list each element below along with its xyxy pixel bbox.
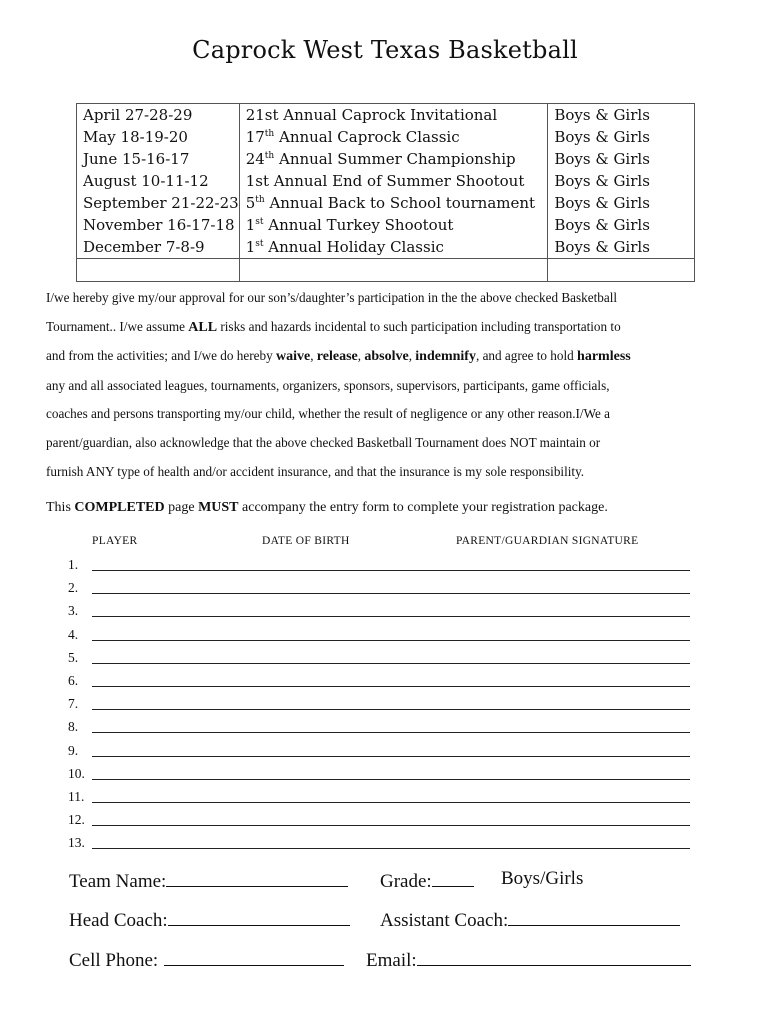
roster-entry-line[interactable] xyxy=(630,825,690,826)
roster-entry-line[interactable] xyxy=(92,779,250,780)
tournament-division: Boys & Girls xyxy=(548,170,695,192)
roster-entry-line[interactable] xyxy=(250,686,462,687)
waiver-line: furnish ANY type of health and/or accident insurance, and that the insurance is my sole responsibility. xyxy=(46,463,585,479)
roster-number: 13. xyxy=(68,835,85,851)
roster-entry-line[interactable] xyxy=(92,663,250,664)
tournament-division: Boys & Girls xyxy=(548,192,695,214)
roster-entry-line[interactable] xyxy=(92,686,250,687)
roster-row[interactable] xyxy=(46,578,706,601)
roster-entry-line[interactable] xyxy=(630,732,690,733)
grade-field[interactable] xyxy=(380,868,474,893)
tournament-date: May 18-19-20 xyxy=(77,126,240,148)
tournament-row xyxy=(77,126,695,148)
roster-entry-line[interactable] xyxy=(462,732,630,733)
email-blank[interactable] xyxy=(417,947,691,966)
roster-entry-line[interactable] xyxy=(250,756,462,757)
team-name-field[interactable] xyxy=(69,868,348,893)
roster-row[interactable] xyxy=(46,555,706,578)
roster-entry-line[interactable] xyxy=(92,616,250,617)
cell-phone-blank[interactable] xyxy=(164,947,344,966)
roster-row[interactable] xyxy=(46,648,706,671)
roster-entry-line[interactable] xyxy=(462,686,630,687)
tournament-schedule-body xyxy=(77,104,695,282)
tournament-division: Boys & Girls xyxy=(548,104,695,127)
tournament-row xyxy=(77,170,695,192)
roster-number: 5. xyxy=(68,649,79,665)
roster-entry-line[interactable] xyxy=(250,802,462,803)
waiver-line: any and all associated leagues, tournaments, organizers, sponsors, supervisors, participants, game officials, xyxy=(46,377,610,393)
roster-number: 7. xyxy=(68,696,79,712)
roster-entry-line[interactable] xyxy=(462,779,630,780)
roster-row[interactable] xyxy=(46,694,706,717)
player-column-header: PLAYER xyxy=(92,535,138,547)
roster-entry-line[interactable] xyxy=(462,593,630,594)
roster-entry-line[interactable] xyxy=(250,593,462,594)
roster-entry-line[interactable] xyxy=(630,779,690,780)
team-name-blank[interactable] xyxy=(166,868,348,887)
roster-entry-line[interactable] xyxy=(250,779,462,780)
tournament-date: December 7-8-9 xyxy=(77,236,240,259)
roster-row[interactable] xyxy=(46,671,706,694)
roster-row[interactable] xyxy=(46,625,706,648)
roster-entry-line[interactable] xyxy=(630,756,690,757)
tournament-division: Boys & Girls xyxy=(548,214,695,236)
tournament-row xyxy=(77,104,695,127)
roster-entry-line[interactable] xyxy=(250,570,462,571)
tournament-name: 1st Annual Holiday Classic xyxy=(239,236,548,259)
roster-entry-line[interactable] xyxy=(92,848,250,849)
roster-row[interactable] xyxy=(46,601,706,624)
roster-entry-line[interactable] xyxy=(462,640,630,641)
tournament-name: 5th Annual Back to School tournament xyxy=(239,192,548,214)
dob-column-header: DATE OF BIRTH xyxy=(262,535,350,547)
assistant-coach-blank[interactable] xyxy=(508,907,680,926)
waiver-paragraph xyxy=(46,284,721,486)
waiver-line: parent/guardian, also acknowledge that the above checked Basketball Tournament does NOT maintain or xyxy=(46,434,601,450)
tournament-row xyxy=(77,148,695,170)
roster-entry-line[interactable] xyxy=(250,732,462,733)
tournament-name: 21st Annual Caprock Invitational xyxy=(239,104,548,127)
roster-entry-line[interactable] xyxy=(462,848,630,849)
tournament-date: September 21-22-23 xyxy=(77,192,240,214)
waiver-line: I/we hereby give my/our approval for our son’s/daughter’s participation in the the above checked Basketball xyxy=(46,290,618,305)
roster-entry-line[interactable] xyxy=(630,686,690,687)
assistant-coach-label: Assistant Coach: xyxy=(380,910,509,931)
email-field[interactable] xyxy=(366,947,691,972)
roster-entry-line[interactable] xyxy=(92,593,250,594)
roster-row[interactable] xyxy=(46,810,706,833)
roster-entry-line[interactable] xyxy=(462,663,630,664)
roster-row[interactable] xyxy=(46,787,706,810)
head-coach-field[interactable] xyxy=(69,907,350,932)
roster-row[interactable] xyxy=(46,764,706,787)
page-title: Caprock West Texas Basketball xyxy=(192,36,578,64)
roster-number: 1. xyxy=(68,557,79,572)
tournament-date: April 27-28-29 xyxy=(77,104,240,127)
roster-number: 4. xyxy=(68,626,79,642)
roster-row[interactable] xyxy=(46,833,706,856)
tournament-date: August 10-11-12 xyxy=(77,170,240,192)
roster-entry-line[interactable] xyxy=(462,825,630,826)
roster-entry-line[interactable] xyxy=(630,709,690,710)
tournament-division: Boys & Girls xyxy=(548,126,695,148)
roster-entry-line[interactable] xyxy=(250,848,462,849)
tournament-name: 1st Annual End of Summer Shootout xyxy=(239,170,548,192)
roster-entry-line[interactable] xyxy=(630,640,690,641)
roster-entry-line[interactable] xyxy=(630,593,690,594)
tournament-schedule-table xyxy=(76,103,695,282)
completion-notice: This COMPLETED page MUST accompany the entry form to complete your registration package. xyxy=(46,500,608,515)
cell-phone-field[interactable] xyxy=(69,947,344,972)
roster-row[interactable] xyxy=(46,741,706,764)
roster-number: 10. xyxy=(68,765,85,781)
roster-number: 2. xyxy=(68,580,79,596)
grade-blank[interactable] xyxy=(432,868,474,887)
email-label: Email: xyxy=(366,950,417,971)
waiver-line: Tournament.. I/we assume ALL risks and hazards incidental to such participation including transportation to xyxy=(46,318,621,335)
team-name-label: Team Name: xyxy=(69,871,167,892)
roster-entry-line[interactable] xyxy=(92,640,250,641)
roster-number: 11. xyxy=(68,789,85,804)
head-coach-label: Head Coach: xyxy=(69,910,168,931)
tournament-row xyxy=(77,192,695,214)
boys-girls-label: Boys/Girls xyxy=(501,868,584,889)
tournament-date: June 15-16-17 xyxy=(77,148,240,170)
roster-entry-line[interactable] xyxy=(630,570,690,571)
waiver-line: coaches and persons transporting my/our child, whether the result of negligence or any other reason.I/We a xyxy=(46,406,610,422)
roster-entry-line[interactable] xyxy=(462,756,630,757)
roster-number: 3. xyxy=(68,603,79,619)
tournament-row xyxy=(77,236,695,259)
roster-entry-line[interactable] xyxy=(92,570,250,571)
roster-entry-line[interactable] xyxy=(250,825,462,826)
roster-entry-line[interactable] xyxy=(250,616,462,617)
roster-number: 9. xyxy=(68,742,79,758)
cell-phone-label: Cell Phone: xyxy=(69,950,159,971)
roster-entry-line[interactable] xyxy=(630,802,690,803)
tournament-name: 1st Annual Turkey Shootout xyxy=(239,214,548,236)
assistant-coach-field[interactable] xyxy=(380,907,680,932)
empty-cell xyxy=(548,259,695,282)
roster-entry-line[interactable] xyxy=(250,663,462,664)
roster-entry-line[interactable] xyxy=(462,709,630,710)
roster-entry-line[interactable] xyxy=(92,732,250,733)
signature-column-header: PARENT/GUARDIAN SIGNATURE xyxy=(456,535,639,547)
grade-label: Grade: xyxy=(380,871,432,892)
roster-entry-line[interactable] xyxy=(462,802,630,803)
roster-entry-line[interactable] xyxy=(92,802,250,803)
tournament-row-empty xyxy=(77,259,695,282)
tournament-division: Boys & Girls xyxy=(548,236,695,259)
tournament-name: 24th Annual Summer Championship xyxy=(239,148,548,170)
roster-number: 6. xyxy=(68,673,79,688)
waiver-line: and from the activities; and I/we do hereby waive, release, absolve, indemnify, and agree to hold harmless xyxy=(46,348,631,365)
roster-entry-line[interactable] xyxy=(630,616,690,617)
roster-entry-line[interactable] xyxy=(250,640,462,641)
roster-entry-line[interactable] xyxy=(462,570,630,571)
tournament-date: November 16-17-18 xyxy=(77,214,240,236)
roster-entry-line[interactable] xyxy=(630,848,690,849)
empty-cell xyxy=(77,259,240,282)
roster-entry-line[interactable] xyxy=(92,756,250,757)
roster-entry-line[interactable] xyxy=(462,616,630,617)
tournament-row xyxy=(77,214,695,236)
tournament-division: Boys & Girls xyxy=(548,148,695,170)
roster-row[interactable] xyxy=(46,717,706,740)
head-coach-blank[interactable] xyxy=(168,907,350,926)
roster-number: 8. xyxy=(68,719,79,735)
empty-cell xyxy=(239,259,548,282)
roster-entry-line[interactable] xyxy=(250,709,462,710)
roster-entry-line[interactable] xyxy=(630,663,690,664)
roster-entry-line[interactable] xyxy=(92,709,250,710)
tournament-name: 17th Annual Caprock Classic xyxy=(239,126,548,148)
roster-entry-line[interactable] xyxy=(92,825,250,826)
roster-number: 12. xyxy=(68,812,85,828)
